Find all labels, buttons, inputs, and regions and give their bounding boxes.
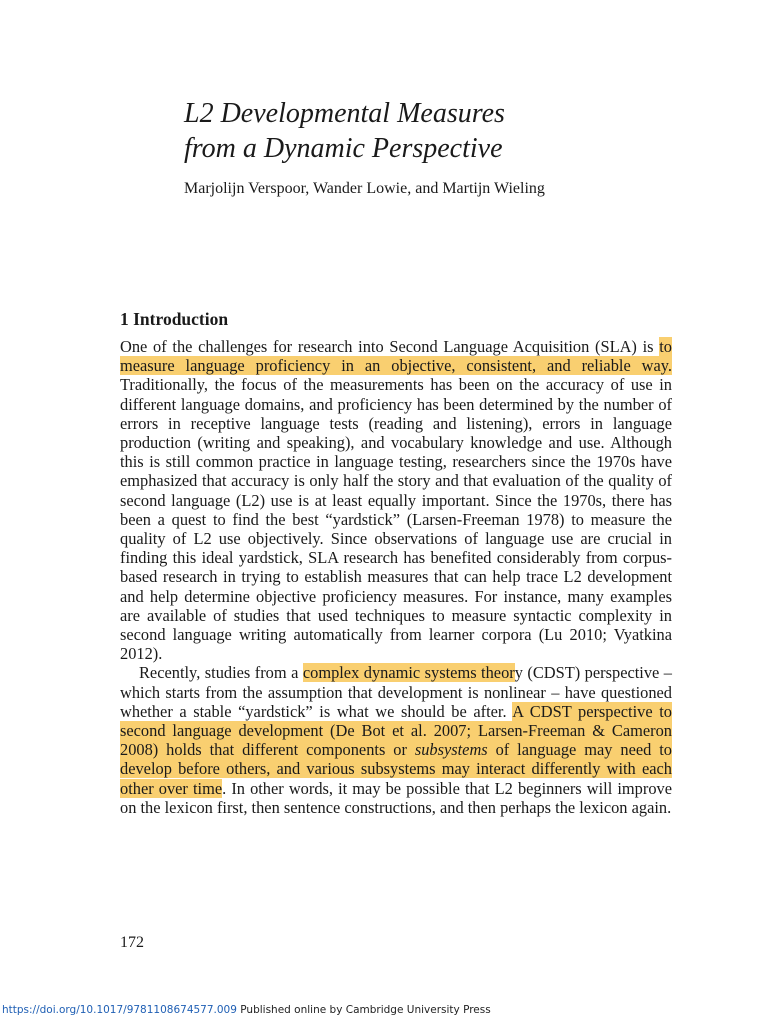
paragraph-2-text-c: . In other words, it may be possible that L2 beginners will improve on the lexicon first, then sentence constructions, and then perhaps the lexicon again. bbox=[120, 778, 672, 817]
highlight-3-text-b: of language may need to develop before others, and various subsystems may interact differently with each other over time bbox=[120, 740, 672, 798]
footer-published: Published online by Cambridge University Press bbox=[236, 1004, 491, 1016]
highlight-2[interactable]: complex dynamic systems theor bbox=[302, 663, 515, 683]
doi-link[interactable]: https://doi.org/10.1017/9781108674577.009 bbox=[2, 1004, 237, 1016]
section-heading: 1 Introduction bbox=[120, 309, 229, 329]
body-text bbox=[120, 337, 672, 817]
paragraph-2-text-a: Recently, studies from a bbox=[139, 663, 303, 683]
authors: Marjolijn Verspoor, Wander Lowie, and Martijn Wieling bbox=[184, 180, 545, 197]
footer bbox=[2, 1003, 491, 1017]
chapter-title-line-2: from a Dynamic Perspective bbox=[184, 133, 503, 164]
paragraph-2-text-b: y (CDST) perspective – which starts from the assumption that development is nonlinear – have questioned whether a stable “yardstick” is what we should be after. bbox=[120, 663, 672, 721]
paragraph-1-text-b: Traditionally, the focus of the measurements has been on the accuracy of use in different language domains, and proficiency has been determined by the number of errors in receptive language tests (reading and listening), errors in language production (writing and speaking), and vocabulary knowledge and use. Although this is still common practice in language testing, researchers since the 1970s have emphasized that accuracy is only half the story and that evaluation of the quality of second language (L2) use is at least equally important. Since the 1970s, there has been a quest to find the best “yardstick” (Larsen-Freeman 1978) to measure the quality of L2 use objectively. Since observations of language use are crucial in finding this ideal yardstick, SLA research has benefited considerably from corpus-based research in trying to establish measures that can help trace L2 development and help determine objective proficiency measures. For instance, many examples are available of studies that used techniques to measure syntactic complexity in second language writing automatically from learner corpora (Lu 2010; Vyatkina 2012). bbox=[120, 375, 672, 664]
highlight-3-italic: subsystems bbox=[414, 740, 488, 760]
chapter-title-line-1: L2 Developmental Measures bbox=[184, 98, 505, 129]
chapter-title bbox=[184, 96, 704, 166]
paragraph-1 bbox=[120, 337, 672, 663]
highlight-1[interactable]: to measure language proficiency in an objective, consistent, and reliable way. bbox=[120, 337, 672, 376]
paragraph-2 bbox=[120, 663, 672, 817]
highlight-3-text-a: A CDST perspective to second language development (De Bot et al. 2007; Larsen-Freeman & Cameron 2008) holds that different components or bbox=[120, 701, 672, 760]
paragraph-1-text-a: One of the challenges for research into Second Language Acquisition (SLA) is bbox=[120, 337, 660, 356]
page-number: 172 bbox=[120, 934, 144, 951]
